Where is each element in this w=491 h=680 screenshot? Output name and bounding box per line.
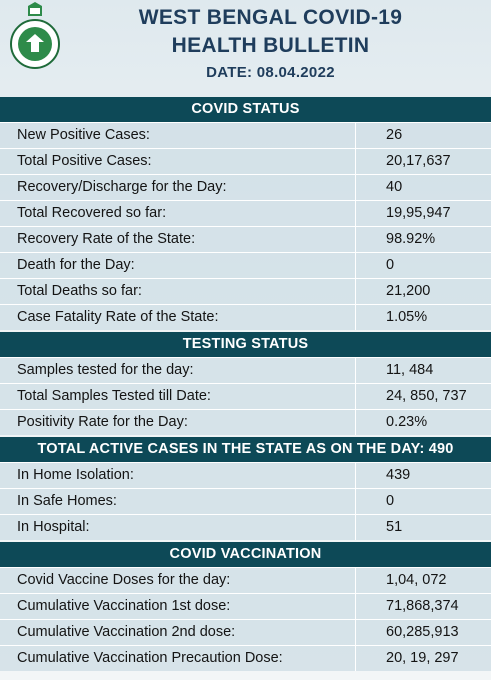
- row-label: Cumulative Vaccination 2nd dose:: [0, 620, 356, 645]
- row-value: 40: [356, 175, 491, 200]
- row-value: 1.05%: [356, 305, 491, 330]
- table-row: [0, 645, 491, 671]
- row-value: 20, 19, 297: [356, 646, 491, 671]
- table-row: [0, 567, 491, 593]
- table-row: [0, 174, 491, 200]
- table-row: [0, 409, 491, 435]
- active-cases-table: [0, 462, 491, 540]
- table-row: [0, 252, 491, 278]
- row-label: Case Fatality Rate of the State:: [0, 305, 356, 330]
- row-label: Total Recovered so far:: [0, 201, 356, 226]
- row-value: 71,868,374: [356, 594, 491, 619]
- row-label: Total Positive Cases:: [0, 149, 356, 174]
- row-label: Recovery/Discharge for the Day:: [0, 175, 356, 200]
- row-value: 0.23%: [356, 410, 491, 435]
- table-row: [0, 226, 491, 252]
- row-label: Cumulative Vaccination Precaution Dose:: [0, 646, 356, 671]
- table-row: [0, 593, 491, 619]
- table-row: [0, 122, 491, 148]
- row-value: 26: [356, 123, 491, 148]
- row-label: Recovery Rate of the State:: [0, 227, 356, 252]
- row-label: In Safe Homes:: [0, 489, 356, 514]
- row-value: 0: [356, 489, 491, 514]
- row-value: 19,95,947: [356, 201, 491, 226]
- section-heading-testing-status: TESTING STATUS: [0, 332, 491, 357]
- row-label: Positivity Rate for the Day:: [0, 410, 356, 435]
- row-value: 51: [356, 515, 491, 540]
- table-row: [0, 462, 491, 488]
- row-value: 1,04, 072: [356, 568, 491, 593]
- row-value: 21,200: [356, 279, 491, 304]
- table-row: [0, 357, 491, 383]
- bulletin-title-line1: WEST BENGAL COVID-19: [138, 6, 403, 29]
- row-label: Cumulative Vaccination 1st dose:: [0, 594, 356, 619]
- table-row: [0, 278, 491, 304]
- row-label: Death for the Day:: [0, 253, 356, 278]
- section-heading-covid-status: COVID STATUS: [0, 97, 491, 122]
- row-label: In Hospital:: [0, 515, 356, 540]
- table-row: [0, 619, 491, 645]
- table-row: [0, 304, 491, 330]
- table-row: [0, 514, 491, 540]
- table-row: [0, 200, 491, 226]
- table-row: [0, 148, 491, 174]
- table-row: [0, 383, 491, 409]
- bulletin-title-line2: HEALTH BULLETIN: [171, 34, 370, 57]
- table-row: [0, 488, 491, 514]
- row-value: 98.92%: [356, 227, 491, 252]
- row-value: 24, 850, 737: [356, 384, 491, 409]
- row-label: Total Deaths so far:: [0, 279, 356, 304]
- row-value: 439: [356, 463, 491, 488]
- row-value: 60,285,913: [356, 620, 491, 645]
- row-value: 11, 484: [356, 358, 491, 383]
- covid-status-table: [0, 122, 491, 330]
- row-label: New Positive Cases:: [0, 123, 356, 148]
- vaccination-table: [0, 567, 491, 671]
- bulletin-header: [0, 0, 491, 97]
- row-label: Total Samples Tested till Date:: [0, 384, 356, 409]
- testing-status-table: [0, 357, 491, 435]
- row-label: Covid Vaccine Doses for the day:: [0, 568, 356, 593]
- row-value: 20,17,637: [356, 149, 491, 174]
- bulletin-date: DATE: 08.04.2022: [206, 64, 335, 81]
- row-label: Samples tested for the day:: [0, 358, 356, 383]
- row-label: In Home Isolation:: [0, 463, 356, 488]
- section-heading-active-cases: TOTAL ACTIVE CASES IN THE STATE AS ON THE DAY: 490: [0, 437, 491, 462]
- row-value: 0: [356, 253, 491, 278]
- section-heading-vaccination: COVID VACCINATION: [0, 542, 491, 567]
